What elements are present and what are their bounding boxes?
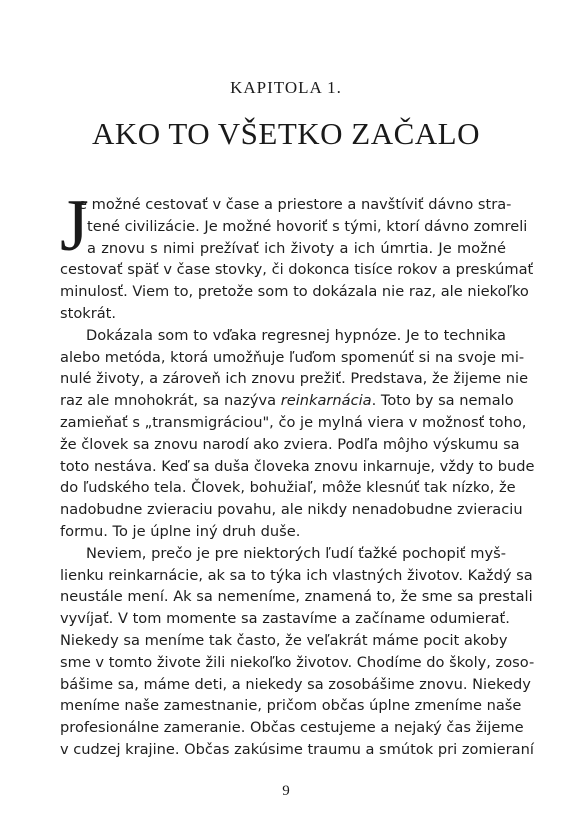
text-line: a znovu s nimi prežívať ich životy a ich úmrtia. Je možné [87, 239, 506, 257]
text-line: neustále mení. Ak sa nemeníme, znamená to, že sme sa prestali [60, 588, 533, 606]
page-number: 9 [282, 783, 290, 799]
text-line: do ľudského tela. Človek, bohužiaľ, môže klesnúť tak nízko, že [60, 479, 516, 497]
text-line: alebo metóda, ktorá umožňuje ľuďom spomenúť si na svoje mi- [60, 348, 525, 366]
text-line: sme v tomto živote žili niekoľko životov. Chodíme do školy, zoso- [60, 653, 535, 671]
text-line: stokrát. [60, 304, 117, 322]
text-line: profesionálne zameranie. Občas cestujeme a nejaký čas žijeme [60, 719, 524, 737]
text-run: . Toto by sa nemalo [371, 392, 514, 410]
text-line: meníme naše zamestnanie, pričom občas úplne zmeníme naše [60, 697, 522, 715]
text-line: lienku reinkarnácie, ak sa to týka ich vlastných životov. Každý sa [60, 566, 533, 584]
text-line: nulé životy, a zároveň ich znovu prežiť. Predstava, že žijeme nie [60, 370, 529, 388]
text-line: tené civilizácie. Je možné hovoriť s tými, ktorí dávno zomreli [87, 217, 528, 235]
text-line: bášime sa, máme deti, a niekedy sa zosobášime znovu. Niekedy [60, 675, 531, 693]
text-line: v cudzej krajine. Občas zakúsime traumu a smútok pri zomieraní [60, 740, 534, 758]
drop-cap: J [60, 185, 89, 267]
text-line: toto nestáva. Keď sa duša človeka znovu inkarnuje, vždy to bude [60, 457, 535, 475]
chapter-label: KAPITOLA 1. [230, 78, 342, 97]
text-line: cestovať späť v čase stovky, či dokonca tisíce rokov a preskúmať [60, 261, 534, 279]
italic-term: reinkarnácia [280, 392, 372, 410]
text-line-with-italic [60, 390, 514, 412]
text-line: Niekedy sa meníme tak často, že veľakrát máme pocit akoby [60, 631, 508, 649]
text-line: minulosť. Viem to, pretože som to dokázala nie raz, ale niekoľko [60, 283, 529, 301]
text-line: vyvíjať. V tom momente sa zastavíme a začíname odumierať. [60, 610, 510, 628]
paragraph-2 [60, 325, 535, 543]
text-line: zamieňať s „transmigráciou", čo je mylná viera v možnosť toho, [60, 413, 527, 431]
text-line: Neviem, prečo je pre niektorých ľudí ťažké pochopiť myš- [86, 544, 506, 562]
body-text [60, 185, 535, 761]
text-line: že človek sa znovu narodí ako zviera. Podľa môjho výskumu sa [60, 435, 520, 453]
text-run: raz ale mnohokrát, sa nazýva [60, 392, 281, 410]
paragraph-3 [60, 543, 535, 761]
text-line: nadobudne zvieraciu povahu, ale nikdy nenadobudne zvieraciu [60, 501, 523, 519]
text-line: e možné cestovať v čase a priestore a navštíviť dávno stra- [78, 196, 512, 213]
text-line: formu. To je úplne iný druh duše. [60, 522, 301, 540]
chapter-title: AKO TO VŠETKO ZAČALO [91, 116, 481, 151]
text-line: Dokázala som to vďaka regresnej hypnóze. Je to technika [86, 326, 506, 344]
paragraph-1 [60, 185, 534, 325]
